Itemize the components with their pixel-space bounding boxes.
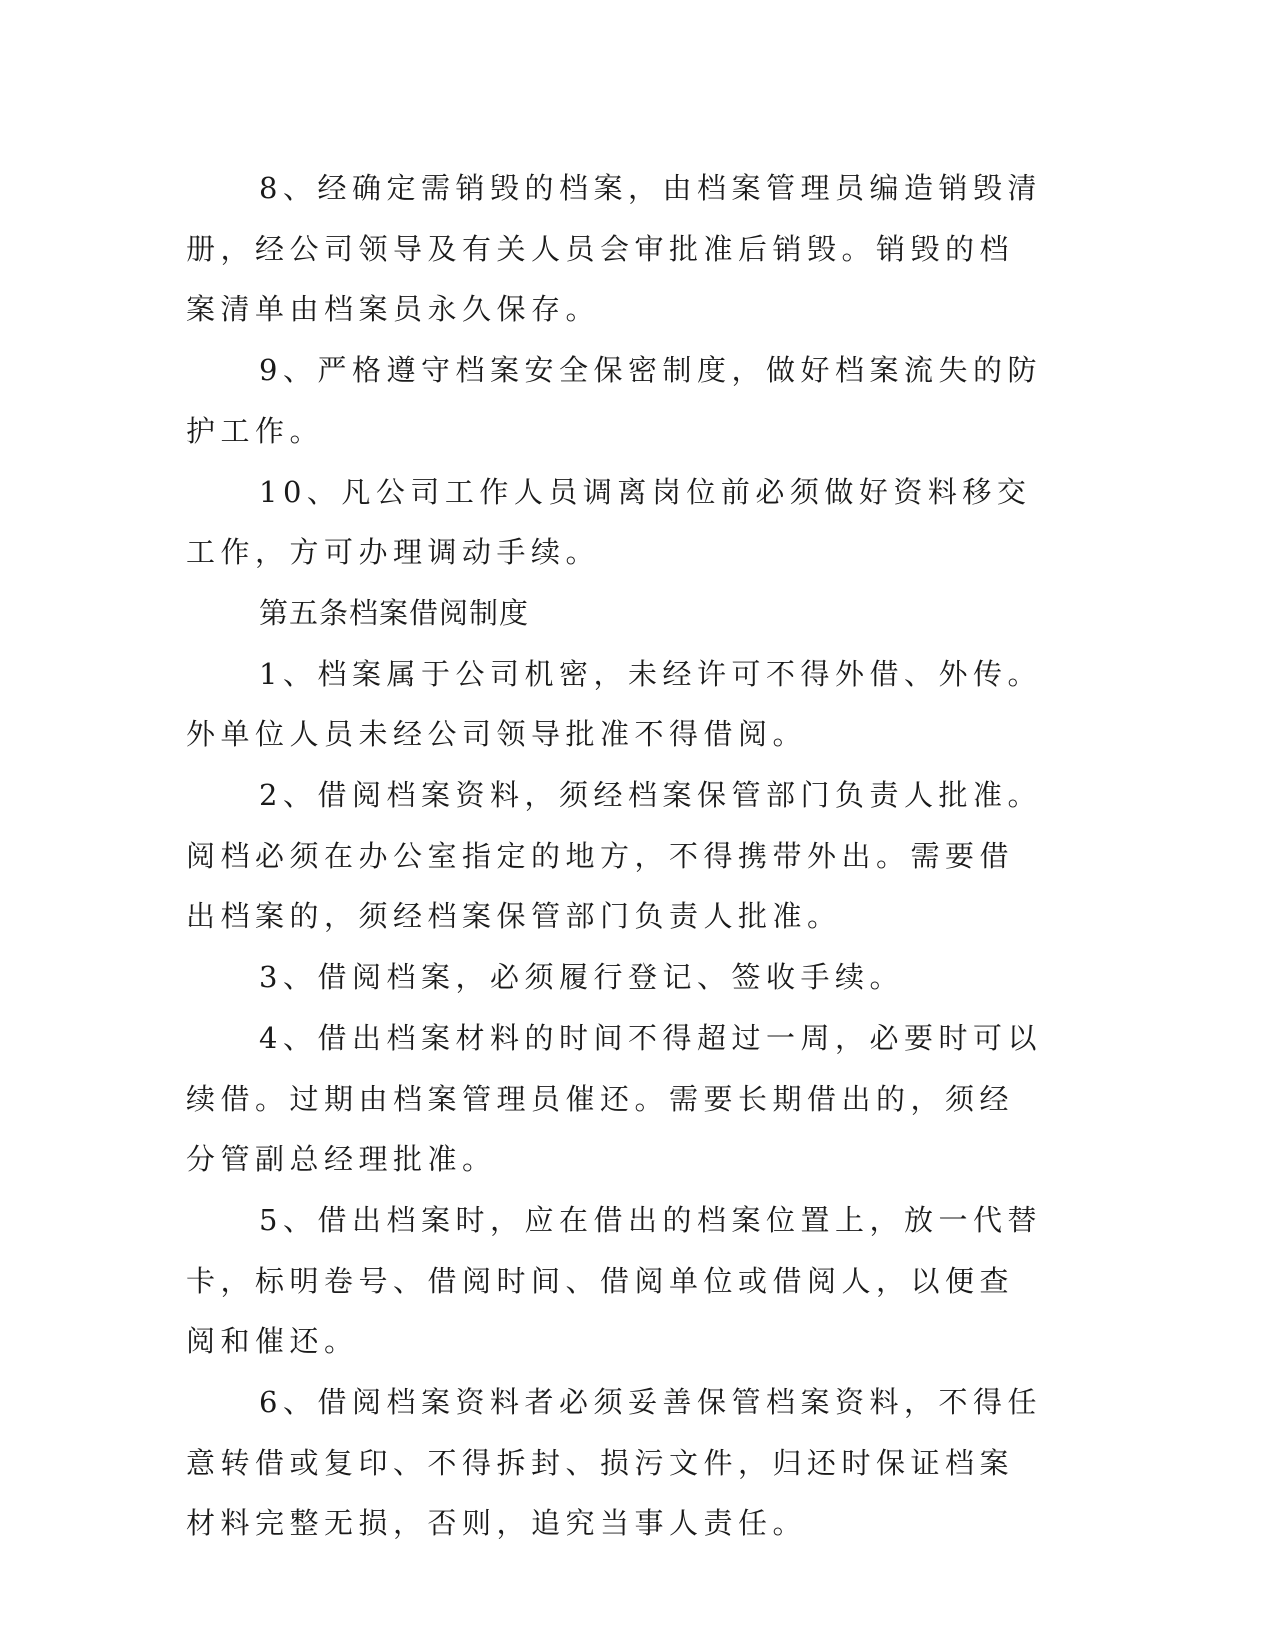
borrowing-rule-4: 4、借出档案材料的时间不得超过一周，必要时可以续借。过期由档案管理员催还。需要长期借出的，须经分管副总经理批准。 [186, 1020, 1042, 1177]
paragraph-item-9: 9、严格遵守档案安全保密制度，做好档案流失的防护工作。 [186, 353, 1042, 448]
paragraph-item-10: 10、凡公司工作人员调离岗位前必须做好资料移交工作，方可办理调动手续。 [186, 474, 1032, 570]
borrowing-rule-6: 6、借阅档案资料者必须妥善保管档案资料，不得任意转借或复印、不得拆封、损污文件，归还时保证档案材料完整无损，否则，追究当事人责任。 [186, 1385, 1042, 1541]
document-body [186, 158, 1046, 1554]
borrowing-rule-5: 5、借出档案时，应在借出的档案位置上，放一代替卡，标明卷号、借阅时间、借阅单位或借阅人，以便查阅和催还。 [186, 1202, 1042, 1359]
borrowing-rule-2: 2、借阅档案资料，须经档案保管部门负责人批准。阅档必须在办公室指定的地方，不得携带外出。需要借出档案的，须经档案保管部门负责人批准。 [186, 778, 1042, 934]
borrowing-rule-1: 1、档案属于公司机密，未经许可不得外借、外传。外单位人员未经公司领导批准不得借阅。 [186, 656, 1042, 752]
paragraph-item-8: 8、经确定需销毁的档案，由档案管理员编造销毁清册，经公司领导及有关人员会审批准后销毁。销毁的档案清单由档案员永久保存。 [186, 171, 1042, 327]
borrowing-rule-3: 3、借阅档案，必须履行登记、签收手续。 [259, 960, 904, 995]
section-heading: 第五条档案借阅制度 [259, 595, 530, 630]
